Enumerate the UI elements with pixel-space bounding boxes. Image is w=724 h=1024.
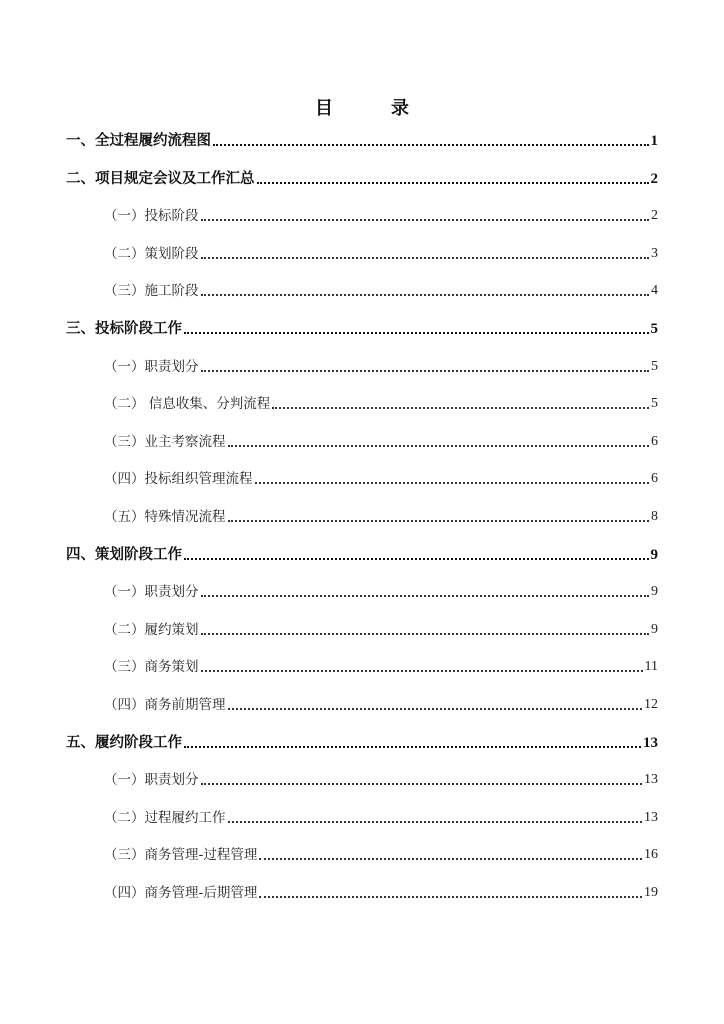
toc-entry-page: 11 <box>644 659 658 674</box>
toc-entry-page: 2 <box>650 171 658 187</box>
dot-leader <box>201 670 643 672</box>
toc-entry-page: 12 <box>644 697 658 712</box>
toc-entry-label: （一）职责划分 <box>104 359 199 375</box>
toc-entry-page: 13 <box>644 772 658 787</box>
toc-entry-page: 9 <box>651 622 658 637</box>
toc-entry-page: 4 <box>651 283 658 298</box>
toc-entry[interactable] <box>104 503 658 527</box>
dot-leader <box>201 595 650 597</box>
toc-entry-label: （二） 信息收集、分判流程 <box>104 396 271 412</box>
dot-leader <box>228 445 650 447</box>
dot-leader <box>259 858 642 860</box>
dot-leader <box>255 482 650 484</box>
dot-leader <box>201 370 650 372</box>
toc-entry[interactable] <box>104 691 658 715</box>
toc-entry-label: （二）履约策划 <box>104 622 199 638</box>
toc-entry-label: （三）商务策划 <box>104 659 199 675</box>
dot-leader <box>257 182 649 184</box>
dot-leader <box>213 144 649 146</box>
toc-entry-label: （四）商务管理-后期管理 <box>104 885 258 901</box>
dot-leader <box>272 407 649 409</box>
dot-leader <box>201 783 643 785</box>
toc-entry[interactable] <box>104 390 658 414</box>
toc-entry[interactable] <box>104 804 658 828</box>
toc-entry[interactable] <box>104 277 658 301</box>
toc-entry[interactable] <box>104 428 658 452</box>
toc-entry-page: 9 <box>650 547 658 563</box>
dot-leader <box>201 219 650 221</box>
toc-entry-label: （一）职责划分 <box>104 584 199 600</box>
dot-leader <box>201 257 650 259</box>
dot-leader <box>184 558 649 560</box>
toc-entry-label: 三、投标阶段工作 <box>66 321 182 337</box>
dot-leader <box>228 520 650 522</box>
toc-entry[interactable] <box>104 578 658 602</box>
toc-entry-label: （一）投标阶段 <box>104 208 199 224</box>
toc-entry-page: 13 <box>643 735 658 751</box>
toc-entry-page: 9 <box>651 584 658 599</box>
toc-entry[interactable] <box>66 541 658 565</box>
toc-entry[interactable] <box>66 315 658 339</box>
dot-leader <box>201 633 650 635</box>
dot-leader <box>228 708 643 710</box>
toc-entry-label: 五、履约阶段工作 <box>66 735 182 751</box>
toc-entry-page: 3 <box>651 246 658 261</box>
toc-title: 目 录 <box>315 98 429 119</box>
toc-entry[interactable] <box>104 465 658 489</box>
toc-entry-page: 6 <box>651 434 658 449</box>
toc-entry-label: （二）策划阶段 <box>104 246 199 262</box>
toc-entry-label: （四）投标组织管理流程 <box>104 471 253 487</box>
dot-leader <box>201 294 650 296</box>
toc-entry-label: （一）职责划分 <box>104 772 199 788</box>
toc-entry-label: （五）特殊情况流程 <box>104 509 226 525</box>
toc-entry[interactable] <box>104 616 658 640</box>
toc-entry-label: （三）施工阶段 <box>104 283 199 299</box>
toc-entry-page: 16 <box>644 847 658 862</box>
toc-entry-page: 5 <box>650 321 658 337</box>
toc-entry-label: （二）过程履约工作 <box>104 810 226 826</box>
toc-entry[interactable] <box>66 729 658 753</box>
dot-leader <box>184 332 649 334</box>
toc-entry-page: 6 <box>651 471 658 486</box>
dot-leader <box>259 896 642 898</box>
dot-leader <box>228 821 643 823</box>
toc-entry-page: 1 <box>650 133 658 149</box>
dot-leader <box>184 746 641 748</box>
toc-entry[interactable] <box>104 353 658 377</box>
toc-entry-label: （三）业主考察流程 <box>104 434 226 450</box>
toc-entry-page: 13 <box>644 810 658 825</box>
toc-entry-label: 一、全过程履约流程图 <box>66 133 211 149</box>
toc-entry[interactable] <box>104 202 658 226</box>
toc-entry-page: 2 <box>651 208 658 223</box>
toc-entry-page: 19 <box>644 885 658 900</box>
toc-entry[interactable] <box>66 127 658 151</box>
toc-entry[interactable] <box>104 240 658 264</box>
toc-entry[interactable] <box>104 653 658 677</box>
toc-entry[interactable] <box>66 165 658 189</box>
toc-entry-label: 四、策划阶段工作 <box>66 547 182 563</box>
toc-entry[interactable] <box>104 879 658 903</box>
toc-entry-label: （三）商务管理-过程管理 <box>104 847 258 863</box>
toc-entry[interactable] <box>104 766 658 790</box>
toc-entry-page: 5 <box>651 359 658 374</box>
toc-entry[interactable] <box>104 841 658 865</box>
toc-entry-label: （四）商务前期管理 <box>104 697 226 713</box>
toc-entry-page: 5 <box>651 396 658 411</box>
toc-entry-page: 8 <box>651 509 658 524</box>
toc-entry-label: 二、项目规定会议及工作汇总 <box>66 171 255 187</box>
